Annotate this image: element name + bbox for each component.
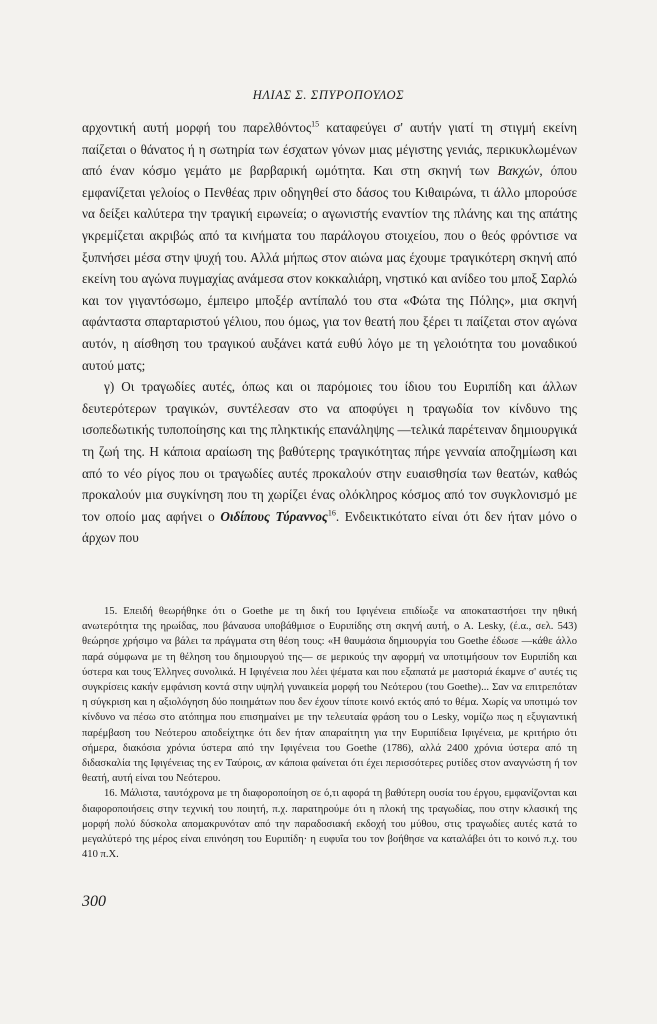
work-title-oedipus: Οιδίπους Τύραννος [220, 508, 328, 524]
footnote-ref-15: 15 [311, 119, 320, 129]
paragraph-2 [82, 376, 577, 549]
paragraph-1-text-a: αρχοντική αυτή μορφή του παρελθόντος [82, 120, 312, 135]
footnotes [82, 604, 577, 862]
work-title-bacchae: Βακχών [497, 163, 540, 179]
running-head: ΗΛΙΑΣ Σ. ΣΠΥΡΟΠΟΥΛΟΣ [252, 88, 405, 102]
paragraph-1 [82, 117, 577, 376]
paragraph-1-text-b: καταφεύγει σ' αυτήν γιατί τη στιγμή εκείνη παίζεται ο θάνατος ή η σωτηρία των έσχατων γόνων μιας μέγιστης γενιάς, περικυκλωμένων από έναν κόσμο γεμάτο με βαρβαρική ωμότητα. Και στη σκηνή των [82, 120, 577, 179]
page-number: 300 [82, 893, 106, 910]
footnote-ref-16: 16 [327, 508, 336, 518]
main-text [82, 117, 577, 549]
paragraph-2-text-a: γ) Οι τραγωδίες αυτές, όπως και οι παρόμοιες του ίδιου του Ευριπίδη και άλλων δευτερότερων τραγικών, συντέλεσαν στο να αποφύγει η τραγωδία τον κίνδυνο της ισοπεδωτικής τυποποίησης και της πληκτικής επανάληψης —τελικά παρέτειναν δημιουργικά τη ζωή της. Η κάποια αραίωση της βαθύτερης τραγικότητας πήρε γενναία αποζημίωση και από το νέο ρίγος που οι τραγωδίες αυτές προκαλούν στην ευαισθησία των θεατών, καθώς προκαλούν μια συγκίνηση που τη χωρίζει ένας ολόκληρος κόσμος από τον συγκλονισμό με τον οποίο μας αφήνει ο [82, 379, 577, 524]
footnote-16: 16. Μάλιστα, ταυτόχρονα με τη διαφοροποίηση σε ό,τι αφορά τη βαθύτερη ουσία του έργου, εμφανίζονται και διαφοροποιήσεις στην τεχνική του ποιητή, π.χ. παρατηρούμε ότι η πλοκή της τραγωδίας, που στην κλασική της μορφή πολύ δύσκολα απομακρυνόταν από την παραδοσιακή εκδοχή του μύθου, στις τραγωδίες αυτές κατά το μεγαλύτερό της μέρος είναι επινόηση του Ευριπίδη· η ευφυΐα του τον βοήθησε να καταλάβει ότι το κοινό π.χ. του 410 π.Χ. [82, 788, 577, 861]
footnote-15: 15. Επειδή θεωρήθηκε ότι ο Goethe με τη δική του Ιφιγένεια επιδίωξε να αποκαταστήσει την ηθική ανωτερότητα της ηρωίδας, που βάναυσα υποβάθμισε ο Ευριπίδης στη σκηνή αυτή, ο A. Lesky, (έ.α., σελ. 543) θεώρησε χρήσιμο να βάλει τα πράγματα στη θέση τους: «Η θαυμάσια δημιουργία του Goethe έδωσε —κάθε άλλο παρά σύμφωνα με τη θέληση του δημιουργού της— σε μερικούς την αφορμή να υποτιμήσουν τον Ευριπίδη και ύστερα και τους Έλληνες συνολικά. Η Ιφιγένεια που λέει ψέματα και που εξαπατά με μαστοριά έκαμνε σ' αυτές τις συγκρίσεις κακήν εμφάνιση κοντά στην υψηλή γυναικεία μορφή του Νεότερου (του Goethe)... Σαν να επιτρεπόταν η σύγκριση και η αξιολόγηση δύο ποιημάτων που δεν έχουν τίποτε κοινό εκτός από το θέμα. Χωρίς να υποτιμώ τον κίνδυνο να πέσω στο ατόπημα που επισημαίνει με την τελευταία φράση του ο Lesky, νομίζω πως η εξυγιαντική παρέμβαση του Νεότερου αποδείχτηκε ότι δεν ήταν απαραίτητη για την Ευριπίδεια Ιφιγένεια, με κριτήριο ότι σήμερα, διακόσια χρόνια ύστερα από την Ιφιγένεια του Goethe (1786), αλλά 2400 χρόνια ύστερα από τη διδασκαλία της Ιφιγένειας της εν Ταύροις, αν κάποια φαίνεται ότι έχει περισσότερες ρυτίδες στον αναγνώστη ή τον θεατή, αυτή είναι του Νεότερου. [82, 606, 577, 785]
paragraph-1-text-c: , όπου εμφανίζεται γελοίος ο Πενθέας πριν οδηγηθεί στο δάσος του Κιθαιρώνα, τι άλλο μπορούσε να δείξει καλύτερα την τραγική ειρωνεία; ο αγωνιστής εναντίον της πλάνης και της απάτης γκρεμίζεται ακριβώς από τα κινήματα του παράλογου στοιχείου, που ο θεός φρόντισε να ξυπνήσει μέσα στην ψυχή του. Αλλά μήπως στον αιώνα μας έχουμε τραγικότερη σκηνή από εκείνη του αγώνα πυγμαχίας ανάμεσα στον κοκκαλιάρη, νηστικό και ανίδεο του μποξ Σαρλώ και τον γιγαντόσωμο, έμπειρο μποξέρ αντίπαλό του στα «Φώτα της Πόλης», μια σκηνή αφάνταστα σπαρταριστού γέλιου, που όμως, για τον θεατή που ξέρει τι παίζεται στον αγώνα αυτόν, η αίσθηση του τραγικού αυξάνει κατά ευθύ λόγο με τη γελοιότητα του μοναδικού αυτού ματς; [82, 163, 577, 373]
paragraph-2-text-b: . Ενδεικτικότατο είναι ότι δεν ήταν μόνο ο άρχων που [82, 508, 578, 546]
